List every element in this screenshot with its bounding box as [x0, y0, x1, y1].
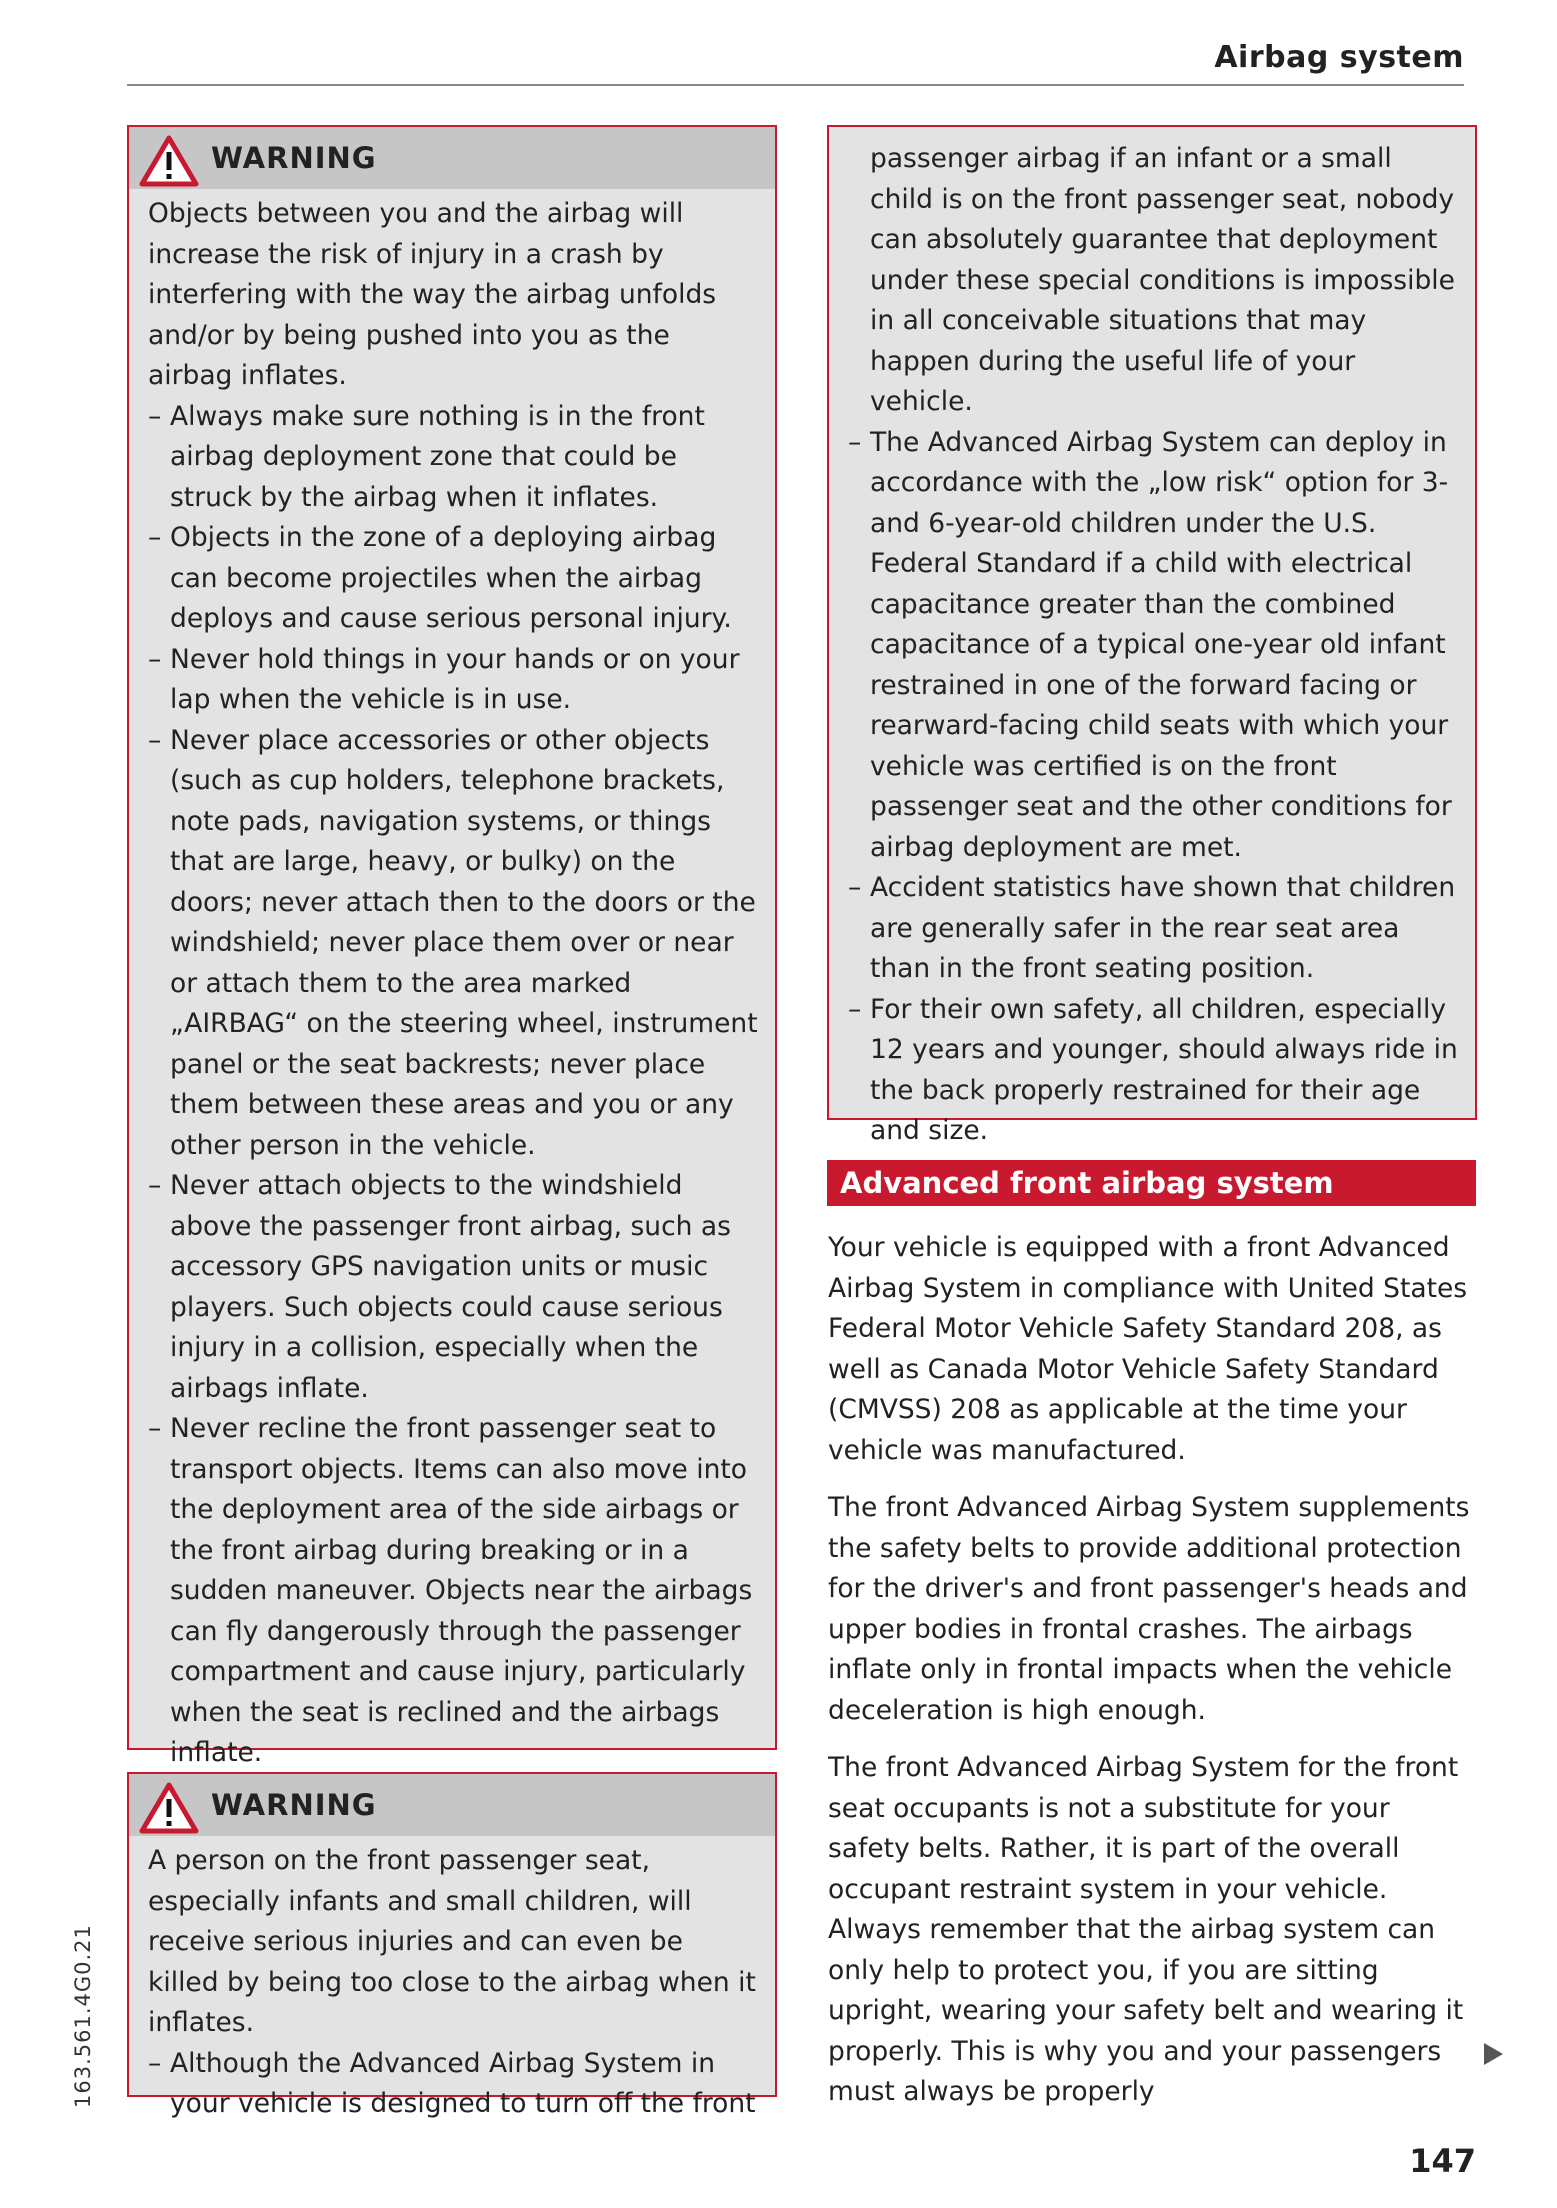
- warning-header: [129, 1774, 775, 1836]
- warning-bullet: – Objects in the zone of a deploying airbag can become projectiles when the airbag deploys and cause serious personal injury.: [148, 518, 761, 640]
- warning-bullet: – For their own safety, all children, especially 12 years and younger, should always ride in the back properly restrained for their age and size.: [848, 990, 1461, 1152]
- warning-bullet: – Never place accessories or other objects (such as cup holders, telephone brackets, note pads, navigation systems, or things that are large, heavy, or bulky) on the doors; never attach then to the doors or the windshield; never place them over or near or attach them to the area marked „AIRBAG“ on the steering wheel, instrument panel or the seat backrests; never place them between these areas and you or any other person in the vehicle.: [148, 721, 761, 1167]
- warning-bullet: – Accident statistics have shown that children are generally safer in the rear seat area than in the front seating position.: [848, 868, 1461, 990]
- warning-bullet: – The Advanced Airbag System can deploy in accordance with the „low risk“ option for 3- and 6-year-old children under the U.S. Federal Standard if a child with electrical capacitance greater than the combined capacitance of a typical one-year old infant restrained in one of the forward facing or rearward-facing child seats with which your vehicle was certified is on the front passenger seat and the other conditions for airbag deployment are met.: [848, 423, 1461, 869]
- warning-intro: A person on the front passenger seat, especially infants and small children, will receive serious injuries and can even be killed by being too close to the airbag when it inflates.: [148, 1845, 756, 2038]
- warning-bullet: – Never hold things in your hands or on your lap when the vehicle is in use.: [148, 640, 761, 721]
- continue-arrow-icon: [1484, 2043, 1503, 2065]
- header-rule: [127, 84, 1464, 86]
- warning-triangle-icon: [139, 1782, 199, 1834]
- page-number: 147: [1409, 2142, 1476, 2180]
- warning-header: [129, 127, 775, 189]
- warning-triangle-icon: [139, 135, 199, 187]
- warning-body: [129, 189, 775, 1784]
- body-paragraph: Your vehicle is equipped with a front Advanced Airbag System in compliance with United States Federal Motor Vehicle Safety Standard 208, as well as Canada Motor Vehicle Safety Standard (CMVSS) 208 as applicable at the time your vehicle was manufactured.: [828, 1232, 1468, 1466]
- warning-bullet: – Always make sure nothing is in the front airbag deployment zone that could be struck by the airbag when it inflates.: [148, 397, 761, 519]
- warning-intro: Objects between you and the airbag will increase the risk of injury in a crash by interfering with the way the airbag unfolds and/or by being pushed into you as the airbag inflates.: [148, 198, 717, 391]
- warning-label: WARNING: [211, 141, 377, 175]
- section-title: Airbag system: [1214, 40, 1464, 75]
- section-heading: Advanced front airbag system: [827, 1160, 1476, 1206]
- warning-bullet-list: [148, 397, 761, 1774]
- warning-box-passenger: [127, 1772, 777, 2119]
- body-paragraph: The front Advanced Airbag System supplements the safety belts to provide additional protection for the driver's and front passenger's heads and upper bodies in frontal crashes. The airbags inflate only in frontal impacts when the vehicle deceleration is high enough.: [828, 1492, 1470, 1726]
- body-paragraph: The front Advanced Airbag System for the front seat occupants is not a substitute for your safety belts. Rather, it is part of the overall occupant restraint system in your vehicle. Always remember that the airbag system can only help to protect you, if you are sitting upright, wearing your safety belt and wearing it properly. This is why you and your passengers must always be properly: [828, 1752, 1464, 2107]
- warning-box-objects: [127, 125, 777, 1768]
- warning-body: [829, 127, 1475, 1162]
- section-body: [828, 1228, 1476, 2130]
- warning-body: [129, 1836, 775, 2135]
- warning-bullet: – Never attach objects to the windshield above the passenger front airbag, such as accessory GPS navigation units or music players. Such objects could cause serious injury in a collision, especially when the airbags inflate.: [148, 1166, 761, 1409]
- warning-bullet-list: [148, 2044, 761, 2125]
- warning-bullet: – Although the Advanced Airbag System in your vehicle is designed to turn off the front: [148, 2044, 761, 2125]
- warning-box-continued: [827, 125, 1477, 1146]
- document-id: 163.561.4G0.21: [71, 1924, 95, 2108]
- warning-bullet-list: [848, 423, 1461, 1152]
- warning-label: WARNING: [211, 1788, 377, 1822]
- warning-bullet: – Never recline the front passenger seat to transport objects. Items can also move into the deployment area of the side airbags or the front airbag during breaking or in a sudden maneuver. Objects near the airbags can fly dangerously through the passenger compartment and cause injury, particularly when the seat is reclined and the airbags inflate.: [148, 1409, 761, 1774]
- warning-carryover-text: passenger airbag if an infant or a small child is on the front passenger seat, nobody can absolutely guarantee that deployment under these special conditions is impossible in all conceivable situations that may happen during the useful life of your vehicle.: [870, 143, 1455, 417]
